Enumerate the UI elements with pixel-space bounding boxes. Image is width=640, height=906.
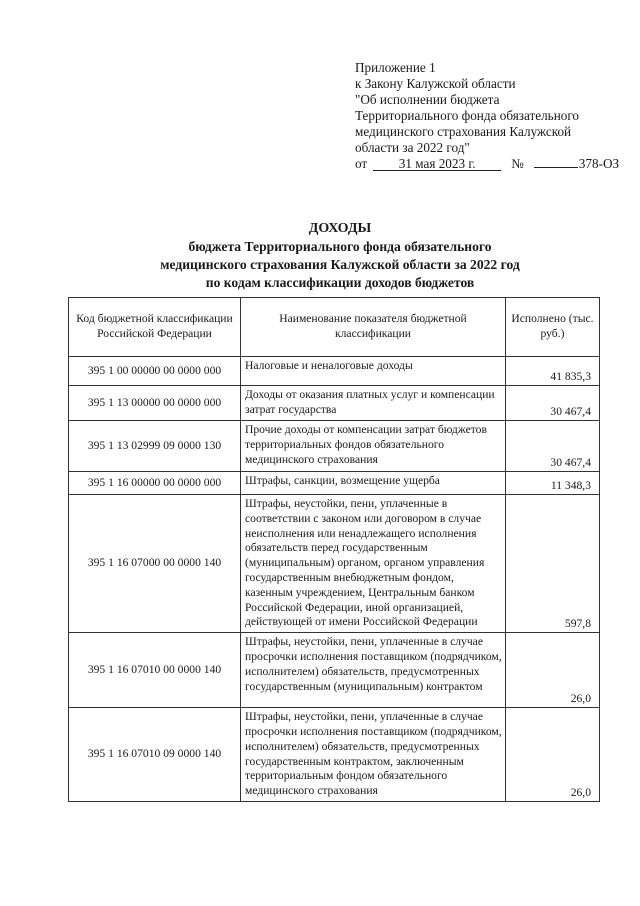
- law-number-blank: [534, 167, 578, 168]
- row-value: 597,8: [506, 495, 600, 633]
- appendix-law-name-2: Территориального фонда обязательного: [355, 108, 580, 123]
- row-value: 30 467,4: [506, 386, 600, 421]
- row-code: 395 1 16 07010 00 0000 140: [69, 633, 241, 708]
- row-code: 395 1 16 00000 00 0000 000: [69, 472, 241, 495]
- row-name: Штрафы, неустойки, пени, уплаченные в случае просрочки исполнения поставщиком (подрядчиком, исполнителем) обязательств, предусмотренных государственным (муниципальным) контрактом: [241, 633, 506, 708]
- appendix-header: [355, 60, 625, 172]
- title-line-3: медицинского страхования Калужской области за 2022 год: [160, 257, 520, 272]
- row-value: 26,0: [506, 708, 600, 802]
- row-name: Штрафы, неустойки, пени, уплаченные в случае просрочки исполнения поставщиком (подрядчиком, исполнителем) обязательств, предусмотренных государственным контрактом, заключенным территориальным фондом обязательного медицинского страхования: [241, 708, 506, 802]
- header-code: Код бюджетной классификации Российской Федерации: [69, 298, 241, 357]
- row-code: 395 1 13 02999 09 0000 130: [69, 421, 241, 472]
- row-name: Штрафы, неустойки, пени, уплаченные в соответствии с законом или договором в случае неисполнения или ненадлежащего исполнения обязательств перед государственным (муниципальным) органом, органом управления государственным внебюджетным фондом, казенным учреждением, Центральным банком Российской Федерации, иной организацией, действующей от имени Российской Федерации: [241, 495, 506, 633]
- row-code: 395 1 13 00000 00 0000 000: [69, 386, 241, 421]
- appendix-law-ref: к Закону Калужской области: [355, 76, 516, 91]
- row-name: Прочие доходы от компенсации затрат бюджетов территориальных фондов обязательного медицинского страхования: [241, 421, 506, 472]
- header-value: Исполнено (тыс. руб.): [506, 298, 600, 357]
- law-date: 31 мая 2023 г.: [373, 157, 501, 171]
- appendix-law-name-1: "Об исполнении бюджета: [355, 92, 500, 107]
- law-number: 378-ОЗ: [578, 156, 620, 171]
- row-code: 395 1 00 00000 00 0000 000: [69, 357, 241, 386]
- appendix-law-name-3: медицинского страхования Калужской: [355, 124, 572, 139]
- title-line-2: бюджета Территориального фонда обязательного: [188, 239, 492, 254]
- row-name: Штрафы, санкции, возмещение ущерба: [241, 472, 506, 495]
- header-name: Наименование показателя бюджетной классификации: [241, 298, 506, 357]
- table-row: [69, 708, 600, 802]
- title-line-4: по кодам классификации доходов бюджетов: [205, 275, 475, 290]
- row-name: Налоговые и неналоговые доходы: [241, 357, 506, 386]
- row-code: 395 1 16 07000 00 0000 140: [69, 495, 241, 633]
- document-title: [90, 220, 590, 292]
- row-value: 41 835,3: [506, 357, 600, 386]
- row-value: 30 467,4: [506, 421, 600, 472]
- appendix-title: Приложение 1: [355, 60, 436, 75]
- appendix-date-line: [355, 156, 625, 172]
- appendix-law-name-4: области за 2022 год": [355, 140, 470, 155]
- table-row: [69, 421, 600, 472]
- row-name: Доходы от оказания платных услуг и компенсации затрат государства: [241, 386, 506, 421]
- table-row: [69, 633, 600, 708]
- table-header-row: [69, 298, 600, 357]
- row-value: 26,0: [506, 633, 600, 708]
- table-row: [69, 472, 600, 495]
- title-main: ДОХОДЫ: [308, 221, 372, 236]
- table-row: [69, 386, 600, 421]
- from-label: от: [355, 156, 368, 171]
- table-row: [69, 495, 600, 633]
- revenue-table: [68, 297, 600, 802]
- row-code: 395 1 16 07010 09 0000 140: [69, 708, 241, 802]
- table-row: [69, 357, 600, 386]
- row-value: 11 348,3: [506, 472, 600, 495]
- number-label: №: [511, 156, 524, 171]
